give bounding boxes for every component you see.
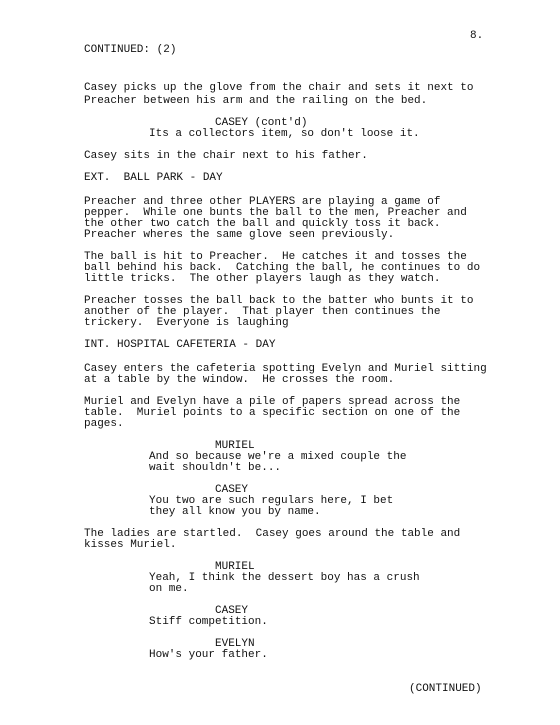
dialogue-line: Stiff competition. <box>149 616 268 628</box>
dialogue-line: And so because we're a mixed couple the <box>149 451 407 463</box>
dialogue-line: Yeah, I think the dessert boy has a crush <box>149 572 420 584</box>
action-line: pepper. While one bunts the ball to the men, Preacher and <box>84 207 467 219</box>
action-line: The ladies are startled. Casey goes around the table and <box>84 528 461 540</box>
action-line: trickery. Everyone is laughing <box>84 317 289 329</box>
action-line: The ball is hit to Preacher. He catches it and tosses the <box>84 251 467 263</box>
character-name: CASEY <box>215 484 249 496</box>
action-line: table. Muriel points to a specific section on one of the <box>84 407 461 419</box>
dialogue-line: How's your father. <box>149 649 268 661</box>
dialogue-line: on me. <box>149 583 189 595</box>
dialogue-line: wait shouldn't be... <box>149 462 282 474</box>
action-line: the other two catch the ball and quickly toss it back. <box>84 218 441 230</box>
action-line: Preacher tosses the ball back to the batter who bunts it to <box>84 295 474 307</box>
action-line: kisses Muriel. <box>84 539 177 551</box>
action-line: Muriel and Evelyn have a pile of papers spread across the <box>84 396 461 408</box>
character-name: CASEY <box>215 605 249 617</box>
character-name: EVELYN <box>215 638 255 650</box>
dialogue-line: they all know you by name. <box>149 506 321 518</box>
scene-heading: INT. HOSPITAL CAFETERIA - DAY <box>84 339 276 351</box>
action-line: Preacher wheres the same glove seen previously. <box>84 229 395 241</box>
action-line: at a table by the window. He crosses the room. <box>84 374 395 386</box>
action-line: Casey picks up the glove from the chair and sets it next to <box>84 82 474 94</box>
continued-footer: (CONTINUED) <box>409 683 482 695</box>
action-line: little tricks. The other players laugh as they watch. <box>84 273 441 285</box>
character-name: MURIEL <box>215 561 255 573</box>
action-line: ball behind his back. Catching the ball, he continues to do <box>84 262 481 274</box>
action-line: Casey enters the cafeteria spotting Evelyn and Muriel sitting <box>84 363 487 375</box>
page-number: 8. <box>470 30 484 42</box>
action-line: Preacher between his arm and the railing on the bed. <box>84 95 428 107</box>
action-line: Casey sits in the chair next to his father. <box>84 150 368 162</box>
action-line: another of the player. That player then continues the <box>84 306 441 318</box>
dialogue-line: Its a collectors item, so don't loose it. <box>149 128 420 140</box>
action-line: Preacher and three other PLAYERS are playing a game of <box>84 196 441 208</box>
dialogue-line: You two are such regulars here, I bet <box>149 495 394 507</box>
scene-heading: EXT. BALL PARK - DAY <box>84 172 223 184</box>
action-line: pages. <box>84 418 124 430</box>
character-name: MURIEL <box>215 440 255 452</box>
character-name: CASEY (cont'd) <box>215 117 308 129</box>
continued-header: CONTINUED: (2) <box>84 44 177 56</box>
